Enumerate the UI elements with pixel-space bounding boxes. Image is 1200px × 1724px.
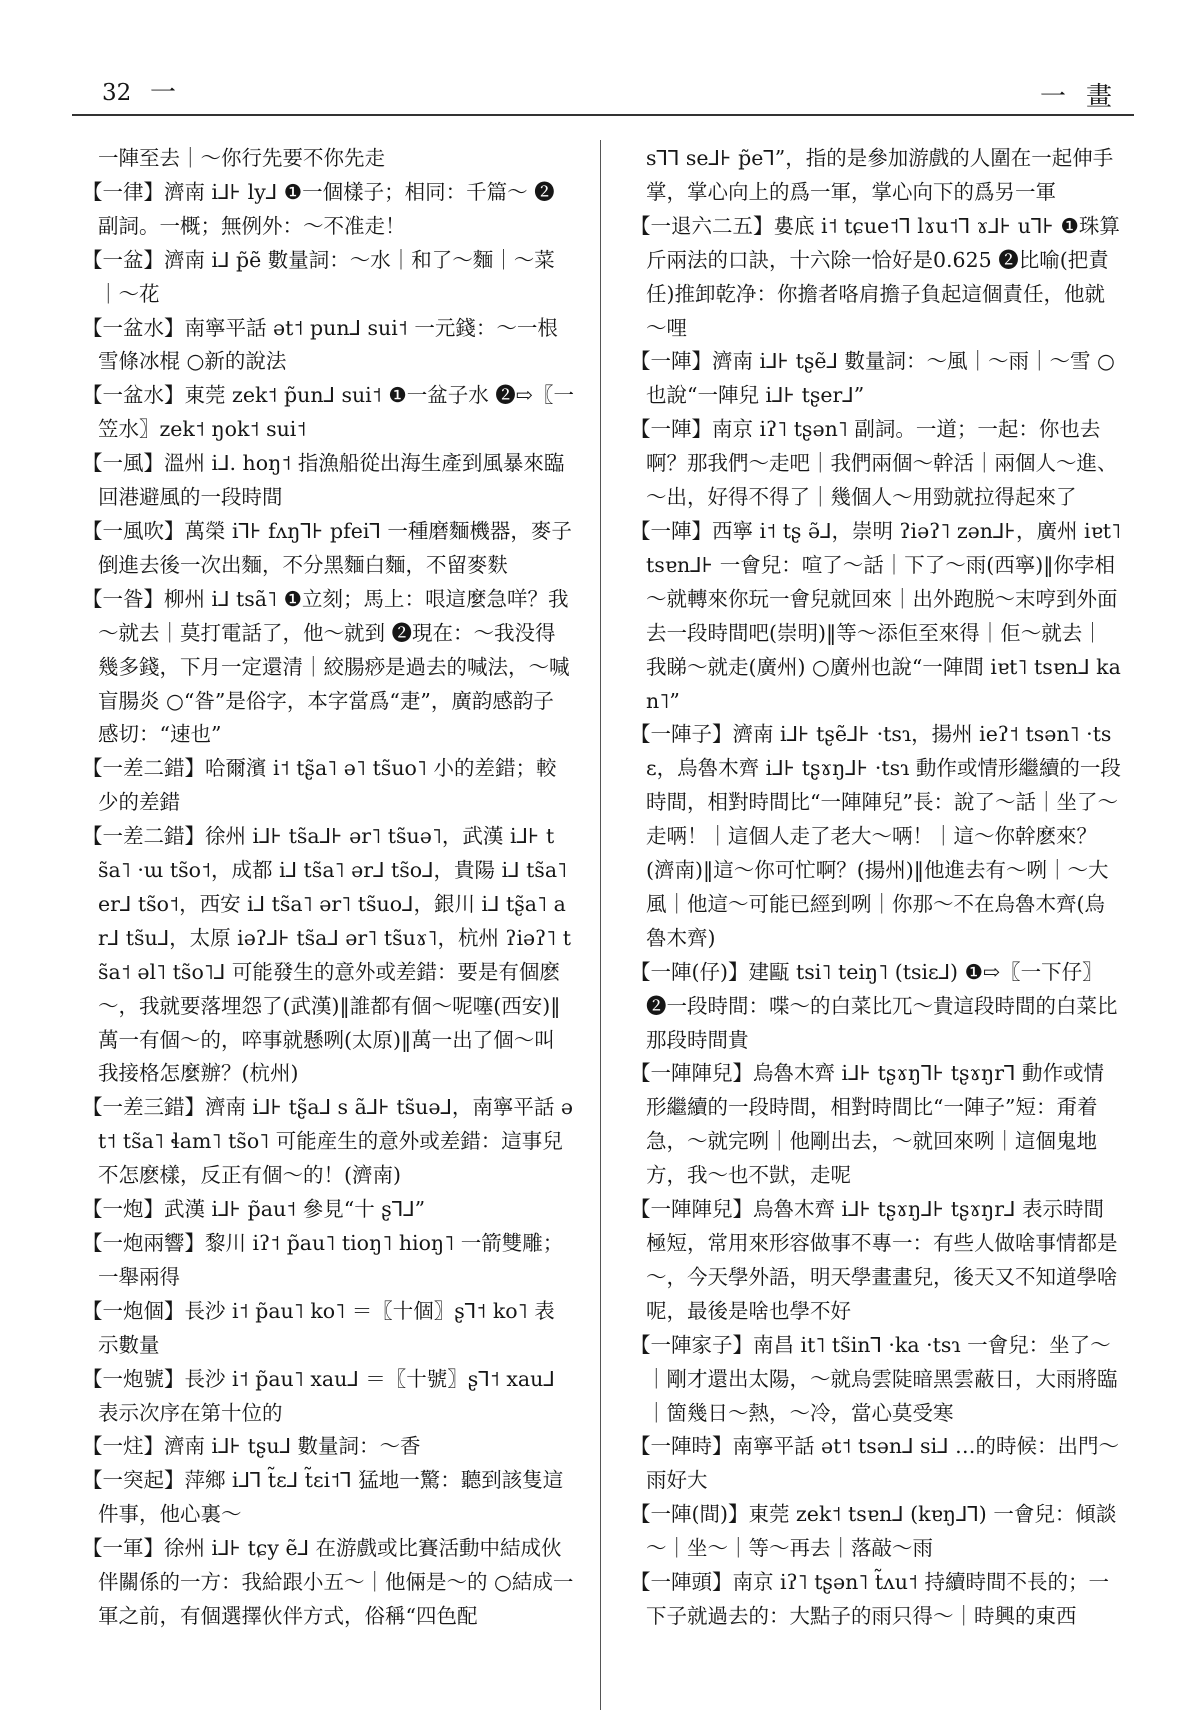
dictionary-entry: 【一炮兩響】黎川 iʔ˦ p̃au˥ tioŋ˥ hioŋ˥ 一箭雙雕；一舉兩得 — [82, 1231, 564, 1289]
dictionary-entry: 【一差三錯】濟南 i⅃⊦ tʂ̃a⅃ s ã⅃⊦ ts̃uə⅃，南寧平話 ət˦ ts̃a˥ ɬam˥ ts̃o˥ 可能産生的意外或差錯：這事兒不怎麽樣，反正有個～的！(濟南) — [82, 1095, 574, 1188]
dictionary-entry: 【一陣陣兒】烏魯木齊 i⅃⊦ tʂɤŋ⅃⊦ tʂɤŋr⅃ 表示時間極短，常用來形容做事不專一：有些人做啥事情都是～，今天學外語，明天學畫畫兒，後天又不知道學啥呢，最後是啥也學不好 — [630, 1197, 1118, 1323]
dictionary-entry: 【一差二錯】徐州 i⅃⊦ ts̃a⅃⊦ ər˥ ts̃uə˥，武漢 i⅃⊦ ts̃a˥ ·ɯ ts̃o˦，成都 i⅃ ts̃a˥ ər⅃ ts̃o⅃，貴陽 i⅃ ts̃a˥ er⅃ ts̃o˦，西安 i⅃ ts̃a˥ ər˥ ts̃uo⅃，銀川 i⅃ tʂ̃a˥ ar⅃ ts̃u⅃，太原 iəʔ⅃⊦ ts̃a⅃ ər˥ ts̃uɤ˥，杭州 ʔiəʔ˥ ts̃a˦ əl˥ ts̃o˥⅃ 可能發生的意外或差錯：要是有個麽～，我就要落埋怨了(武漢)‖誰都有個～呢噻(西安)‖萬一有個～的，啐事就懸咧(太原)‖萬一出了個～叫我接格怎麼辦？(杭州) — [82, 824, 572, 1086]
dictionary-entry: 【一陣時】南寧平話 ət˦ tsən⅃ si⅃ …的時候：出門～雨好大 — [630, 1434, 1120, 1493]
left-column — [82, 142, 574, 1634]
dictionary-entry: 【一軍】徐州 i⅃⊦ tɕy ẽ⅃ 在游戲或比賽活動中結成伙伴關係的一方：我給跟小五～｜他倆是～的 ○結成一軍之前，有個選擇伙伴方式，俗稱“四色配 — [82, 1536, 574, 1628]
entry-continuation: 一陣至去｜～你行先要不你先走 — [98, 146, 385, 170]
dictionary-entry: 【一盆水】南寧平話 ət˦ pun⅃ sui˦ 一元錢：～一根雪條冰棍 ○新的說法 — [82, 315, 558, 374]
entry-continuation: s⅂⅂ se⅃⊦ p̃e⅂”，指的是參加游戲的人圍在一起伸手掌，掌心向上的爲一軍，掌心向下的爲另一軍 — [646, 146, 1114, 204]
dictionary-entry: 【一退六二五】婁底 i˦ tɕue˦⅂ lɤu˦⅂ ɤ⅃⊦ u⅂⊦ ❶珠算斤兩法的口訣，十六除一恰好是0.625 ❷比喻(把責任)推卸乾净：你擔者咯肩擔子負起這個責任，他就～哩 — [630, 213, 1120, 340]
section-label-right: 一畫 — [1039, 82, 1132, 112]
dictionary-entry: 【一陣(間)】東莞 zek˦ tsɐn⅃ (kɐŋ⅃⅂) 一會兒：傾談～｜坐～｜等～再去｜落敲～雨 — [630, 1502, 1117, 1561]
dictionary-entry: 【一陣家子】南昌 it˥ ts̃in⅂ ·ka ·tsɿ 一會兒：坐了～｜剛才還出太陽，～就烏雲陡暗黑雲蔽日，大雨將臨｜箇幾日～熱，～冷，當心莫受寒 — [630, 1332, 1118, 1425]
dictionary-entry: 【一突起】萍鄉 i⅃⅂ t̃ɛ⅃ t̃ɛi˦⅂ 猛地一驚：聽到該隻這件事，他心裏～ — [82, 1468, 564, 1527]
dictionary-entry: 【一陣(仔)】建甌 tsi˥ teiŋ˥ (tsiɛ⅃) ❶⇨〖一下仔〗❷一段時間：喋～的白菜比兀～貴這段時間的白菜比那段時間貴 — [630, 959, 1118, 1052]
dictionary-entry: 【一昝】柳州 i⅃ tsã˥ ❶立刻；馬上：哏這麼急咩？我～就去｜莫打電話了，他～就到 ❷現在：～我没得幾多錢，下月一定還清｜絞腸痧是過去的喊法，～喊盲腸炎 ○“昝”是俗字，本字當爲“疌”，廣韵感韵子感切：“速也” — [82, 586, 570, 747]
dictionary-entry: 【一陣】南京 iʔ˥ tʂən˥ 副詞。一道；一起：你也去啊？那我們～走吧｜我們兩個～幹活｜兩個人～進、～出，好得不得了｜幾個人～用勁就拉得起來了 — [630, 417, 1118, 510]
header-rule — [72, 114, 1134, 116]
dictionary-entry: 【一盆】濟南 i⅃ p̃ẽ 數量詞：～水｜和了～麵｜～菜｜～花 — [82, 247, 555, 306]
dictionary-entry: 【一陣】濟南 i⅃⊦ tʂẽ⅃ 數量詞：～風｜～雨｜～雪 ○也說“一陣兒 i⅃⊦ tʂer⅃” — [630, 349, 1115, 408]
dictionary-entry: 【一陣陣兒】烏魯木齊 i⅃⊦ tʂɤŋ⅂⊦ tʂɤŋr⅂ 動作或情形繼續的一段時間，相對時間比“一陣子”短：甭着急，～就完咧｜他剛出去，～就回來咧｜這個鬼地方，我～也不獃，走呢 — [630, 1061, 1104, 1188]
dictionary-entry: 【一風】溫州 i⅃. hoŋ˦ 指漁船從出海生產到風暴來臨回港避風的一段時間 — [82, 451, 565, 510]
dictionary-entry: 【一炮】武漢 i⅃⊦ p̃au˦ 參見“十 ʂ⅂⅃” — [82, 1197, 426, 1222]
dictionary-entry: 【一陣子】濟南 i⅃⊦ tʂẽ⅃⊦ ·tsɿ，揚州 ieʔ˦ tsən˥ ·tsɛ，烏魯木齊 i⅃⊦ tʂɤŋ⅃⊦ ·tsɿ 動作或情形繼續的一段時間，相對時間比“一陣陣兒”長：說了～話｜坐了～走唡！｜這個人走了老大～唡！｜這～你幹麽來？(濟南)‖這～你可忙啊？(揚州)‖他進去有～咧｜～大風｜他這～可能已經到咧｜你那～不在烏魯木齊(烏魯木齊) — [630, 722, 1121, 950]
dictionary-entry: 【一陣】西寧 i˦ tʂ ə̃⅃，崇明 ʔiəʔ˥ zən⅃⊦，廣州 iɐt˥ tsɐn⅃⊦ 一會兒：喧了～話｜下了～雨(西寧)‖你孛相～就轉來你玩一會兒就回來｜出外跑脱～末哼到外面去一段時間吧(崇明)‖等～添佢至來得｜佢～就去｜我睇～就走(廣州) ○廣州也說“一陣間 iɐt˥ tsɐn⅃ kan˥” — [630, 518, 1122, 713]
running-header — [72, 72, 1134, 116]
dictionary-entry: 【一炮個】長沙 i˦ p̃au˥ ko˥ ＝〖十個〗ʂ⅂˦ ko˥ 表示數量 — [82, 1298, 555, 1357]
dictionary-entry: 【一盆水】東莞 zek˦ p̃un⅃ sui˦ ❶一盆子水 ❷⇨〖一笠水〗zek˦ ŋok˦ sui˦ — [82, 383, 574, 442]
column-divider — [600, 140, 601, 1710]
right-column — [630, 142, 1122, 1634]
dictionary-entry: 【一炮號】長沙 i˦ p̃au˥ xau⅃ ＝〖十號〗ʂ⅂˦ xau⅃ 表示次序在第十位的 — [82, 1366, 555, 1425]
dictionary-entry: 【一炷】濟南 i⅃⊦ tʂu⅃ 數量詞：～香 — [82, 1434, 421, 1459]
dictionary-entry: 【一律】濟南 i⅃⊦ ly⅃ ❶一個樣子；相同：千篇～ ❷副詞。一概；無例外：～不准走！ — [82, 179, 555, 238]
page-number: 32 — [102, 80, 132, 106]
dictionary-entry: 【一風吹】萬榮 i⅂⊦ fʌŋ⅂⊦ pfei⅂ 一種磨麵機器，麥子倒進去後一次出麵，不分黑麵白麵，不留麥麩 — [82, 518, 572, 577]
dictionary-entry: 【一陣頭】南京 iʔ˥ tʂən˥ t̃ʌu˦ 持續時間不長的；一下子就過去的：大點子的雨只得～｜時興的東西 — [630, 1570, 1110, 1628]
section-label-left: 一 — [150, 78, 177, 108]
dictionary-entry: 【一差二錯】哈爾濱 i˦ tʂ̃a˥ ə˥ ts̃uo˥ 小的差錯；較少的差錯 — [82, 756, 557, 815]
